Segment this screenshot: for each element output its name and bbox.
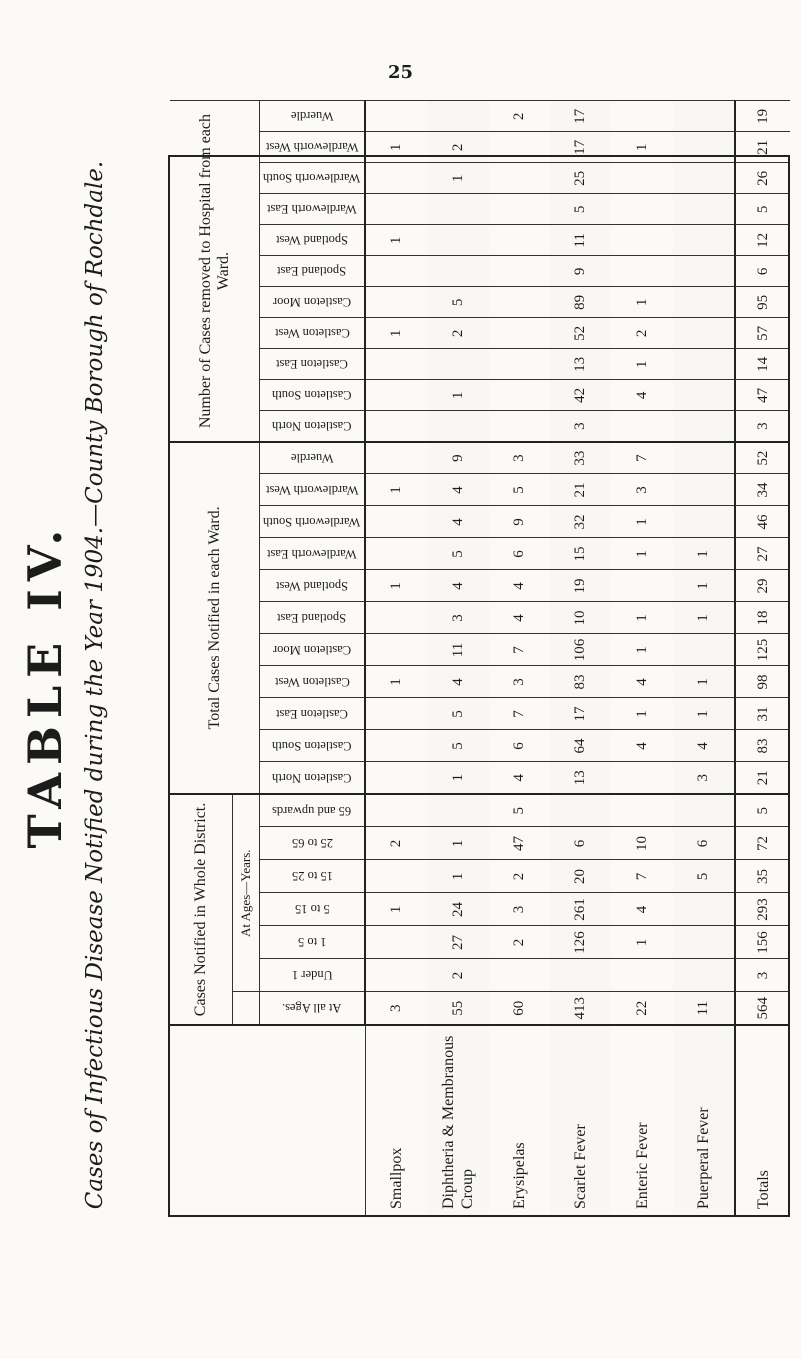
district-cell: 3 xyxy=(365,992,428,1025)
removed-ward-cell: 1 xyxy=(428,163,489,194)
district-cell xyxy=(365,860,428,893)
removed-ward-col-header-1 xyxy=(260,380,366,411)
total-ward-cell: 46 xyxy=(735,506,790,538)
total-ward-cell: 106 xyxy=(550,634,611,666)
district-col-header-0 xyxy=(260,992,366,1025)
total-ward-cell: 1 xyxy=(611,538,672,570)
district-cell: 5 xyxy=(489,794,550,827)
removed-ward-cell: 1 xyxy=(611,132,672,163)
removed-ward-cell xyxy=(673,163,736,194)
removed-ward-cell: 1 xyxy=(365,318,428,349)
removed-ward-cell xyxy=(489,411,550,442)
district-cell: 5 xyxy=(673,860,736,893)
infectious-disease-table xyxy=(170,100,790,1215)
district-cell xyxy=(489,959,550,992)
district-cell xyxy=(673,794,736,827)
removed-ward-cell xyxy=(673,194,736,225)
total-ward-cell xyxy=(673,634,736,666)
district-col-header-2-label: 1 to 5 xyxy=(297,935,327,950)
total-ward-cell: 3 xyxy=(611,474,672,506)
district-col-header-0-label: At all Ages. xyxy=(282,1001,342,1016)
removed-ward-cell xyxy=(428,349,489,380)
total-ward-cell: 3 xyxy=(428,602,489,634)
removed-ward-col-header-5-label: Spotland East xyxy=(277,264,347,279)
total-ward-cell: 1 xyxy=(673,538,736,570)
district-cell: 24 xyxy=(428,893,489,926)
total-ward-cell: 4 xyxy=(673,730,736,762)
removed-ward-cell xyxy=(673,411,736,442)
total-ward-cell: 15 xyxy=(550,538,611,570)
total-ward-cell: 3 xyxy=(489,442,550,474)
removed-ward-col-header-3 xyxy=(260,318,366,349)
district-cell xyxy=(673,959,736,992)
total-ward-cell: 1 xyxy=(611,602,672,634)
district-cell: 10 xyxy=(611,827,672,860)
total-ward-col-header-9-label: Wardleworth West xyxy=(265,482,359,497)
removed-ward-cell: 2 xyxy=(428,318,489,349)
removed-ward-col-header-8-label: Wardleworth South xyxy=(263,171,361,186)
district-col-header-2 xyxy=(260,926,366,959)
district-group-header: Cases Notified in Whole District. xyxy=(170,794,233,1025)
district-col-header-5 xyxy=(260,827,366,860)
removed-ward-cell xyxy=(365,411,428,442)
removed-ward-cell: 2 xyxy=(489,101,550,132)
removed-ward-cell xyxy=(489,380,550,411)
removed-ward-col-header-2 xyxy=(260,349,366,380)
total-ward-col-header-8 xyxy=(260,506,366,538)
total-ward-col-header-10 xyxy=(260,442,366,474)
total-ward-cell xyxy=(365,762,428,794)
removed-ward-cell: 3 xyxy=(550,411,611,442)
total-ward-cell: 83 xyxy=(550,666,611,698)
district-cell xyxy=(673,926,736,959)
table-body xyxy=(365,101,790,1215)
removed-ward-cell: 52 xyxy=(550,318,611,349)
total-ward-cell: 9 xyxy=(428,442,489,474)
district-cell xyxy=(365,926,428,959)
removed-ward-cell xyxy=(673,287,736,318)
table-row xyxy=(365,101,428,1215)
removed-ward-cell: 5 xyxy=(735,194,790,225)
district-cell: 1 xyxy=(428,860,489,893)
district-col-header-3-label: 5 to 15 xyxy=(294,902,330,917)
removed-ward-col-header-4 xyxy=(260,287,366,318)
total-ward-cell xyxy=(365,538,428,570)
district-cell: 55 xyxy=(428,992,489,1025)
table-row xyxy=(428,101,489,1215)
removed-ward-cell: 2 xyxy=(428,132,489,163)
removed-ward-col-header-7-label: Wardleworth East xyxy=(267,202,357,217)
removed-ward-cell: 12 xyxy=(735,225,790,256)
removed-ward-cell xyxy=(611,163,672,194)
at-ages-header: At Ages—Years. xyxy=(233,794,260,992)
total-ward-cell: 4 xyxy=(611,730,672,762)
removed-group-header: Number of Cases removed to Hospital from each Ward. xyxy=(170,101,260,442)
total-ward-cell xyxy=(365,730,428,762)
removed-ward-cell xyxy=(428,411,489,442)
removed-ward-cell: 21 xyxy=(735,132,790,163)
removed-ward-cell xyxy=(489,318,550,349)
district-cell: 1 xyxy=(611,926,672,959)
total-ward-col-header-1 xyxy=(260,730,366,762)
total-ward-col-header-9 xyxy=(260,474,366,506)
total-ward-cell: 98 xyxy=(735,666,790,698)
total-ward-col-header-4 xyxy=(260,634,366,666)
removed-ward-cell: 1 xyxy=(365,225,428,256)
row-label: Erysipelas xyxy=(489,1025,550,1215)
removed-ward-cell xyxy=(365,101,428,132)
removed-ward-col-header-6 xyxy=(260,225,366,256)
district-col-header-4-label: 15 to 25 xyxy=(291,869,333,884)
removed-ward-cell: 17 xyxy=(550,101,611,132)
removed-ward-cell xyxy=(365,256,428,287)
removed-ward-cell: 1 xyxy=(611,349,672,380)
removed-ward-cell xyxy=(611,194,672,225)
district-cell: 156 xyxy=(735,926,790,959)
removed-ward-cell xyxy=(673,225,736,256)
total-ward-cell xyxy=(365,442,428,474)
total-ward-cell: 83 xyxy=(735,730,790,762)
district-col-header-1-label: Under 1 xyxy=(291,968,333,983)
row-label: Diphtheria & Membranous Croup xyxy=(428,1025,489,1215)
total-ward-cell: 7 xyxy=(489,698,550,730)
removed-ward-cell xyxy=(489,194,550,225)
district-col-header-5-label: 25 to 65 xyxy=(291,836,333,851)
removed-ward-cell xyxy=(428,194,489,225)
district-cell: 35 xyxy=(735,860,790,893)
total-ward-cell: 1 xyxy=(673,698,736,730)
removed-ward-cell xyxy=(365,287,428,318)
total-ward-col-header-5-label: Spotland East xyxy=(277,610,347,625)
total-ward-cell: 21 xyxy=(550,474,611,506)
removed-ward-cell xyxy=(673,318,736,349)
total-ward-col-header-4-label: Castleton Moor xyxy=(272,642,352,657)
row-label: Smallpox xyxy=(365,1025,428,1215)
district-cell: 2 xyxy=(489,860,550,893)
removed-ward-col-header-6-label: Spotland West xyxy=(275,233,349,248)
table-row xyxy=(673,101,736,1215)
page-number: 25 xyxy=(387,62,414,83)
district-cell xyxy=(550,959,611,992)
district-col-header-6 xyxy=(260,794,366,827)
total-ward-cell: 52 xyxy=(735,442,790,474)
district-cell: 60 xyxy=(489,992,550,1025)
total-ward-cell: 10 xyxy=(550,602,611,634)
removed-ward-cell xyxy=(365,194,428,225)
total-ward-cell: 3 xyxy=(673,762,736,794)
removed-ward-cell xyxy=(611,225,672,256)
district-cell: 6 xyxy=(550,827,611,860)
removed-ward-cell: 89 xyxy=(550,287,611,318)
row-label: Scarlet Fever xyxy=(550,1025,611,1215)
total-ward-cell: 125 xyxy=(735,634,790,666)
district-col-header-6-label: 65 and upwards xyxy=(272,803,352,818)
district-cell: 1 xyxy=(428,827,489,860)
removed-ward-cell: 42 xyxy=(550,380,611,411)
table-heading: TABLE IV. xyxy=(18,521,72,849)
total-ward-cell xyxy=(365,506,428,538)
total-ward-col-header-6 xyxy=(260,570,366,602)
total-ward-cell: 1 xyxy=(673,570,736,602)
total-ward-cell: 4 xyxy=(489,762,550,794)
removed-ward-col-header-0-label: Castleton North xyxy=(272,419,352,434)
removed-ward-col-header-9 xyxy=(260,132,366,163)
removed-ward-cell: 14 xyxy=(735,349,790,380)
removed-ward-cell: 11 xyxy=(550,225,611,256)
totals-row xyxy=(735,101,790,1215)
total-ward-cell: 31 xyxy=(735,698,790,730)
district-cell: 3 xyxy=(735,959,790,992)
total-ward-cell: 29 xyxy=(735,570,790,602)
removed-ward-cell xyxy=(365,163,428,194)
removed-ward-cell: 57 xyxy=(735,318,790,349)
district-cell xyxy=(611,794,672,827)
removed-ward-col-header-1-label: Castleton South xyxy=(272,388,352,403)
total-ward-cell xyxy=(365,634,428,666)
row-label: Enteric Fever xyxy=(611,1025,672,1215)
total-ward-cell: 33 xyxy=(550,442,611,474)
removed-ward-cell xyxy=(489,163,550,194)
row-label: Puerperal Fever xyxy=(673,1025,736,1215)
total-ward-col-header-0 xyxy=(260,762,366,794)
total-ward-col-header-5 xyxy=(260,602,366,634)
total-ward-col-header-7 xyxy=(260,538,366,570)
removed-ward-cell: 26 xyxy=(735,163,790,194)
district-cell: 126 xyxy=(550,926,611,959)
total-ward-cell: 4 xyxy=(428,666,489,698)
header-corner xyxy=(170,1025,365,1215)
total-ward-cell: 1 xyxy=(428,762,489,794)
removed-ward-col-header-2-label: Castleton East xyxy=(276,357,348,372)
total-ward-cell: 7 xyxy=(489,634,550,666)
total-ward-cell xyxy=(673,442,736,474)
district-cell xyxy=(550,794,611,827)
removed-ward-col-header-9-label: Wardleworth West xyxy=(265,140,359,155)
district-cell xyxy=(673,893,736,926)
total-ward-cell: 1 xyxy=(365,570,428,602)
total-ward-cell: 3 xyxy=(489,666,550,698)
total-ward-cell: 1 xyxy=(673,666,736,698)
district-cell xyxy=(428,794,489,827)
total-ward-col-header-0-label: Castleton North xyxy=(272,770,352,785)
total-ward-cell: 5 xyxy=(428,698,489,730)
removed-ward-cell: 4 xyxy=(611,380,672,411)
removed-ward-col-header-8 xyxy=(260,163,366,194)
district-cell: 22 xyxy=(611,992,672,1025)
district-col-header-3 xyxy=(260,893,366,926)
total-ward-cell xyxy=(611,570,672,602)
district-cell: 1 xyxy=(365,893,428,926)
total-ward-cell xyxy=(673,506,736,538)
removed-ward-cell xyxy=(428,256,489,287)
district-cell: 293 xyxy=(735,893,790,926)
total-ward-cell: 4 xyxy=(489,602,550,634)
total-ward-cell: 64 xyxy=(550,730,611,762)
total-ward-col-header-1-label: Castleton South xyxy=(272,738,352,753)
total-ward-group-header: Total Cases Notified in each Ward. xyxy=(170,442,260,794)
total-ward-cell: 4 xyxy=(489,570,550,602)
total-ward-cell: 21 xyxy=(735,762,790,794)
total-ward-cell: 1 xyxy=(611,506,672,538)
total-ward-col-header-6-label: Spotland West xyxy=(275,578,349,593)
removed-ward-cell xyxy=(489,349,550,380)
total-ward-col-header-2-label: Castleton East xyxy=(276,706,348,721)
removed-ward-cell xyxy=(428,101,489,132)
removed-ward-cell: 5 xyxy=(550,194,611,225)
district-col-header-1 xyxy=(260,959,366,992)
total-ward-cell: 4 xyxy=(428,474,489,506)
removed-ward-cell: 1 xyxy=(611,287,672,318)
total-ward-col-header-3 xyxy=(260,666,366,698)
district-cell: 564 xyxy=(735,992,790,1025)
removed-ward-cell: 1 xyxy=(428,380,489,411)
removed-ward-cell xyxy=(489,256,550,287)
district-cell: 4 xyxy=(611,893,672,926)
total-ward-cell: 5 xyxy=(428,730,489,762)
removed-ward-col-header-10-label: Wuerdle xyxy=(290,109,334,124)
total-ward-cell: 1 xyxy=(365,666,428,698)
total-ward-cell: 18 xyxy=(735,602,790,634)
total-ward-col-header-2 xyxy=(260,698,366,730)
row-label: Totals xyxy=(735,1025,790,1215)
removed-ward-cell xyxy=(611,101,672,132)
removed-ward-col-header-7 xyxy=(260,194,366,225)
total-ward-cell: 11 xyxy=(428,634,489,666)
district-cell: 27 xyxy=(428,926,489,959)
district-cell: 5 xyxy=(735,794,790,827)
removed-ward-cell xyxy=(489,132,550,163)
removed-ward-cell xyxy=(611,411,672,442)
removed-ward-cell xyxy=(673,349,736,380)
total-ward-cell: 4 xyxy=(428,506,489,538)
district-cell: 2 xyxy=(489,926,550,959)
total-ward-cell: 5 xyxy=(489,474,550,506)
removed-ward-cell xyxy=(489,225,550,256)
table-subheading: Cases of Infectious Disease Notified during the Year 1904.—County Borough of Rochdale. xyxy=(82,160,108,1210)
removed-ward-cell xyxy=(365,349,428,380)
total-ward-cell: 34 xyxy=(735,474,790,506)
total-ward-cell: 1 xyxy=(673,602,736,634)
district-cell: 11 xyxy=(673,992,736,1025)
total-ward-cell: 1 xyxy=(611,634,672,666)
removed-ward-cell xyxy=(673,101,736,132)
removed-ward-col-header-5 xyxy=(260,256,366,287)
district-cell: 261 xyxy=(550,893,611,926)
district-cell xyxy=(365,794,428,827)
removed-ward-cell xyxy=(428,225,489,256)
table-row xyxy=(489,101,550,1215)
total-ward-cell: 19 xyxy=(550,570,611,602)
total-ward-col-header-3-label: Castleton West xyxy=(274,674,350,689)
total-ward-cell: 5 xyxy=(428,538,489,570)
rotated-page xyxy=(0,85,800,1285)
total-ward-cell: 32 xyxy=(550,506,611,538)
total-ward-cell xyxy=(365,602,428,634)
at-all-ages-spacer xyxy=(233,992,260,1025)
total-ward-cell: 1 xyxy=(365,474,428,506)
total-ward-cell xyxy=(611,762,672,794)
removed-ward-cell: 2 xyxy=(611,318,672,349)
total-ward-cell: 7 xyxy=(611,442,672,474)
removed-ward-cell: 47 xyxy=(735,380,790,411)
total-ward-cell: 6 xyxy=(489,730,550,762)
removed-ward-cell: 13 xyxy=(550,349,611,380)
removed-ward-cell: 6 xyxy=(735,256,790,287)
total-ward-cell: 4 xyxy=(428,570,489,602)
total-ward-cell: 17 xyxy=(550,698,611,730)
district-cell: 2 xyxy=(365,827,428,860)
district-col-header-4 xyxy=(260,860,366,893)
total-ward-cell: 1 xyxy=(611,698,672,730)
removed-ward-cell xyxy=(673,256,736,287)
district-cell: 3 xyxy=(489,893,550,926)
removed-ward-cell: 3 xyxy=(735,411,790,442)
table-row xyxy=(550,101,611,1215)
removed-ward-cell: 19 xyxy=(735,101,790,132)
removed-ward-col-header-10 xyxy=(260,101,366,132)
total-ward-col-header-10-label: Wuerdle xyxy=(290,451,334,466)
total-ward-cell xyxy=(673,474,736,506)
removed-ward-col-header-0 xyxy=(260,411,366,442)
district-cell: 2 xyxy=(428,959,489,992)
removed-ward-col-header-3-label: Castleton West xyxy=(274,326,350,341)
removed-ward-cell xyxy=(611,256,672,287)
total-ward-cell: 4 xyxy=(611,666,672,698)
district-cell: 6 xyxy=(673,827,736,860)
total-ward-cell: 13 xyxy=(550,762,611,794)
district-cell: 72 xyxy=(735,827,790,860)
removed-ward-cell xyxy=(489,287,550,318)
removed-ward-cell: 1 xyxy=(365,132,428,163)
removed-ward-cell xyxy=(673,132,736,163)
removed-ward-cell: 17 xyxy=(550,132,611,163)
removed-ward-cell xyxy=(673,380,736,411)
total-ward-cell: 27 xyxy=(735,538,790,570)
total-ward-cell: 9 xyxy=(489,506,550,538)
removed-ward-cell xyxy=(365,380,428,411)
district-cell: 47 xyxy=(489,827,550,860)
district-cell xyxy=(365,959,428,992)
district-cell: 413 xyxy=(550,992,611,1025)
district-cell: 7 xyxy=(611,860,672,893)
removed-ward-cell: 5 xyxy=(428,287,489,318)
removed-ward-cell: 25 xyxy=(550,163,611,194)
removed-ward-col-header-4-label: Castleton Moor xyxy=(272,295,352,310)
removed-ward-cell: 9 xyxy=(550,256,611,287)
total-ward-col-header-7-label: Wardleworth East xyxy=(267,546,357,561)
district-cell xyxy=(611,959,672,992)
table-row xyxy=(611,101,672,1215)
district-cell: 20 xyxy=(550,860,611,893)
total-ward-cell xyxy=(365,698,428,730)
total-ward-cell: 6 xyxy=(489,538,550,570)
total-ward-col-header-8-label: Wardleworth South xyxy=(263,514,361,529)
removed-ward-cell: 95 xyxy=(735,287,790,318)
